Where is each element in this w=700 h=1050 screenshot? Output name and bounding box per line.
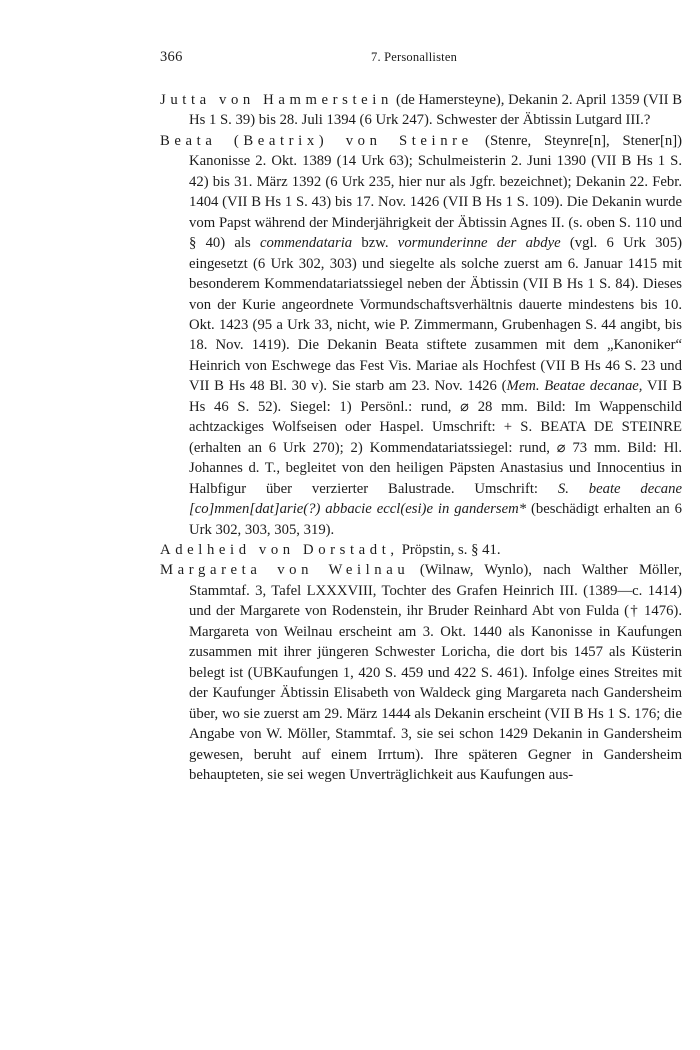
entry-name: Beata (Beatrix) von Steinr xyxy=(160,132,462,149)
running-head: 7. Personallisten xyxy=(371,50,458,64)
entry-name: Margareta von Weilna xyxy=(160,562,398,579)
entry-list xyxy=(160,90,682,785)
entry-text: (vgl. 6 Urk 305) eingesetzt (6 Urk 302, 303) und siegelte als solche zuerst am 6. Januar 1415 mit besonderem Kommendatariatssiegel neben der Äbtissin (VII B Hs 1 S. 84). Dieses von der Kurie angeordnete Vormundschaftsverhältnis dauerte mindestens bis 10. Okt. 1423 (95 a Urk 33, nicht, wie P. Zimmermann, Grubenhagen S. 44 angibt, bis 18. Nov. 1419). Die Dekanin Beata stiftete zusammen mit dem „Kanoniker“ Heinrich von Eschwege das Fest Vis. Mariae als Hochfest (VII B Hs 46 S. 23 und VII B Hs 48 Bl. 30 v). Sie starb am 23. Nov. 1426 ( xyxy=(189,235,683,395)
entry-text: bzw. xyxy=(361,235,389,252)
entry-name-end: e xyxy=(461,132,469,149)
entry-name: Jutta von Hammerstei xyxy=(160,92,381,108)
italic-term: commendataria xyxy=(259,235,353,252)
entry-text: (de Hamersteyne), Dekanin 2. April 1359 (VII B Hs 1 S. 39) bis 28. Juli 1394 (6 Urk 247). Schwester der Äbtissin Lutgard III.? xyxy=(189,92,682,129)
entry-name: Adelheid von Dorstadt xyxy=(160,541,391,558)
entry-name-end: n xyxy=(380,92,389,108)
page-number: 366 xyxy=(160,49,183,65)
entry-text: VII B Hs 46 S. 52). Siegel: 1) Persönl.: rund, ⌀ 28 mm. Bild: Im Wappenschild achtzackiges Wolfseisen oder Haspel. Umschrift: + S. BEATA DE STEINRE (erhalten an 6 Urk 270); 2) Kommendatariatssiegel: rund, ⌀ 73 mm. Bild: Hl. Johannes d. T., begleitet von den heiligen Päpsten Anastasius und Innocentius in Halbfigur über verzierter Balustrade. Umschrift: xyxy=(189,378,682,497)
entry-text: (beschädigt erhalten an 6 Urk 302, 303, 305, 319). xyxy=(189,501,682,538)
entry-text: Pröpstin, s. § 41. xyxy=(401,541,501,558)
entry-jutta-von-hammerstein xyxy=(160,90,682,131)
entry-name-end: , xyxy=(390,541,395,558)
entry-margareta-von-weilnau xyxy=(160,560,682,785)
entry-name-end: u xyxy=(397,562,405,579)
entry-text: (Stenre, Steynre[n], Stener[n]) Kanonisse 2. Okt. 1389 (14 Urk 63); Schulmeisterin 2. Juni 1390 (VII B Hs 1 S. 42) bis 31. März 1392 (6 Urk 235, hier nur als Jgfr. bezeichnet); Dekanin 22. Febr. 1404 (VII B Hs 1 S. 43) bis 17. Nov. 1426 (VII B Hs 1 S. 109). Die Dekanin wurde vom Papst während der Minderjährigkeit der Äbtissin Agnes II. (s. oben S. 110 und § 40) als xyxy=(189,132,683,252)
entry-adelheid-von-dorstadt xyxy=(160,540,682,560)
italic-inscription: S. beate decane [co]mmen[dat]arie(?) abbacie eccl(esi)e in gandersem* xyxy=(189,480,682,518)
italic-term: vormunderinne der abdye xyxy=(397,235,561,252)
italic-term: Mem. Beatae decanae, xyxy=(506,378,643,395)
entry-text: (Wilnaw, Wynlo), nach Walther Möller, Stammtaf. 3, Tafel LXXXVIII, Tochter des Grafen Heinrich III. (1389—c. 1414) und der Margarete von Rodenstein, ihr Bruder Reinhard Abt von Fulda († 1476). Margareta von Weilnau erscheint am 3. Okt. 1440 als Kanonisse in Kaufungen zusammen mit ihrer jüngeren Schwester Loricha, die dort bis 1457 als Küsterin belegt ist (UBKaufungen 1, 420 S. 459 und 422 S. 461). Infolge eines Streites mit der Kaufunger Äbtissin Elisabeth von Waldeck ging Margareta nach Gandersheim über, wo sie zuerst am 29. März 1444 als Dekanin erscheint (VII B Hs 1 S. 176; die Angabe von W. Möller, Stammtaf. 3, sie sei schon 1429 Dekanin in Gandersheim gewesen, beruht auf einem Irrtum). Ihre späteren Gegner in Gandersheim behaupteten, sie sei wegen Unverträglichkeit aus Kaufungen aus- xyxy=(189,562,683,783)
entry-beata-von-steinre xyxy=(160,131,682,540)
